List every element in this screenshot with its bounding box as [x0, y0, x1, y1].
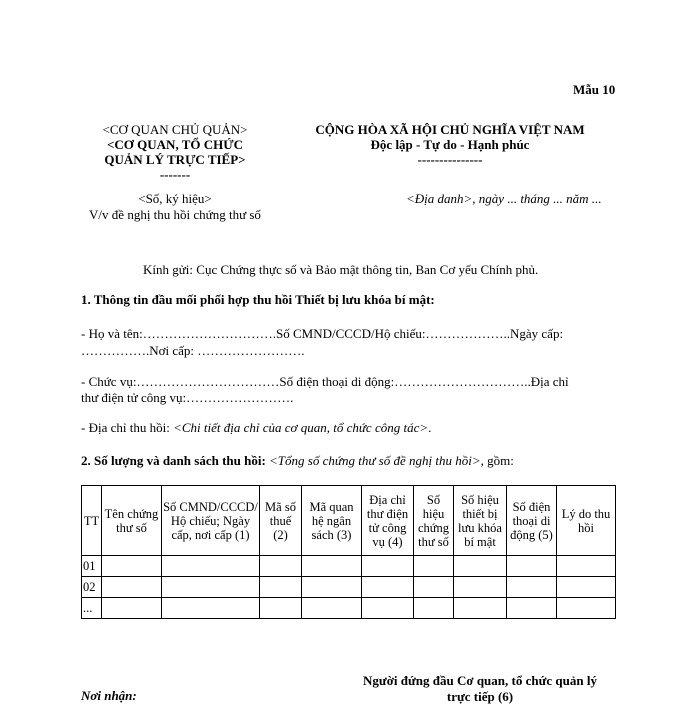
row-number: ...	[82, 598, 102, 619]
table-cell	[557, 556, 616, 577]
table-cell	[557, 577, 616, 598]
table-cell	[454, 577, 507, 598]
table-cell	[260, 556, 302, 577]
place-and-date: <Địa danh>, ngày ... tháng ... năm ...	[406, 191, 602, 206]
table-cell	[507, 577, 557, 598]
header-phone: Số điện thoại di động (5)	[507, 486, 557, 556]
table-cell	[102, 598, 162, 619]
section-1-title: 1. Thông tin đầu mối phối hợp thu hồi Thiết bị lưu khóa bí mật:	[81, 292, 435, 307]
table-cell	[362, 556, 414, 577]
table-cell	[302, 577, 362, 598]
form-number: Mẫu 10	[573, 82, 616, 97]
organization-line-2: QUẢN LÝ TRỰC TIẾP>	[104, 152, 246, 167]
left-separator: -------	[159, 167, 191, 182]
left-header	[70, 122, 280, 182]
table-cell	[162, 577, 260, 598]
table-cell	[302, 598, 362, 619]
organization-line-1: <CƠ QUAN, TỔ CHỨC	[107, 137, 243, 152]
right-separator: ---------------	[417, 152, 483, 167]
table-cell	[507, 556, 557, 577]
governing-agency: <CƠ QUAN CHỦ QUẢN>	[102, 122, 248, 137]
contact-name-line-1: - Họ và tên:………………………….Số CMND/CCCD/Hộ chiếu:………………..Ngày cấp:	[81, 326, 564, 341]
document-reference	[70, 191, 280, 223]
national-motto: Độc lập - Tự do - Hạnh phúc	[370, 137, 530, 152]
signer-title-line-1: Người đứng đầu Cơ quan, tổ chức quản lý	[363, 673, 597, 688]
table-cell	[102, 556, 162, 577]
table-cell	[414, 556, 454, 577]
table-cell	[454, 598, 507, 619]
signer-block	[340, 673, 620, 705]
contact-position-line-1: - Chức vụ:……………………………Số điện thoại di động:…………………………..Địa chỉ	[81, 374, 569, 389]
table-cell	[414, 577, 454, 598]
contact-name-line-2: …………….Nơi cấp: …………………….	[81, 343, 305, 358]
section-2-suffix: , gồm:	[480, 453, 514, 468]
table-row	[82, 598, 616, 619]
section-2-placeholder: <Tổng số chứng thư số đề nghị thu hồi>	[265, 453, 481, 468]
row-number: 02	[82, 577, 102, 598]
table-row	[82, 577, 616, 598]
header-reason: Lý do thu hồi	[557, 486, 616, 556]
table-cell	[507, 598, 557, 619]
table-cell	[414, 598, 454, 619]
contact-position-line-2: thư điện tử công vụ:…………………….	[81, 390, 294, 405]
table-header-row	[82, 486, 616, 556]
recovery-address-suffix: .	[428, 420, 432, 435]
recipients-label: Nơi nhận:	[81, 688, 137, 703]
recovery-address	[81, 420, 431, 436]
table-cell	[260, 598, 302, 619]
recovery-address-placeholder: <Chi tiết địa chỉ của cơ quan, tổ chức công tác>	[173, 420, 429, 435]
recovery-address-label: - Địa chỉ thu hồi:	[81, 420, 174, 435]
header-budget-code: Mã quan hệ ngân sách (3)	[302, 486, 362, 556]
section-2-title	[81, 453, 514, 469]
table-cell	[362, 577, 414, 598]
document-subject: V/v đề nghị thu hồi chứng thư số	[89, 207, 261, 222]
table-cell	[162, 598, 260, 619]
table-row	[82, 556, 616, 577]
signer-title-line-2: trực tiếp (6)	[446, 689, 514, 704]
table-cell	[454, 556, 507, 577]
section-2-heading: 2. Số lượng và danh sách thu hồi:	[81, 453, 266, 468]
table-cell	[362, 598, 414, 619]
right-header	[285, 122, 615, 167]
header-device-serial: Số hiệu thiết bị lưu khóa bí mật	[454, 486, 507, 556]
header-certificate-name: Tên chứng thư số	[102, 486, 162, 556]
table-cell	[162, 556, 260, 577]
national-title: CỘNG HÒA XÃ HỘI CHỦ NGHĨA VIỆT NAM	[315, 122, 585, 137]
header-email: Địa chỉ thư điện tử công vụ (4)	[362, 486, 414, 556]
table-cell	[557, 598, 616, 619]
table-cell	[102, 577, 162, 598]
table-cell	[260, 577, 302, 598]
recovery-table	[81, 485, 616, 619]
recipient-line: Kính gửi: Cục Chứng thực số và Bảo mật thông tin, Ban Cơ yếu Chính phủ.	[143, 262, 539, 277]
header-id-number: Số CMND/CCCD/ Hộ chiếu; Ngày cấp, nơi cấp (1)	[162, 486, 260, 556]
row-number: 01	[82, 556, 102, 577]
document-number: <Số, ký hiệu>	[138, 191, 212, 206]
header-certificate-serial: Số hiệu chứng thư số	[414, 486, 454, 556]
header-tt: TT	[82, 486, 102, 556]
table-cell	[302, 556, 362, 577]
header-tax-code: Mã số thuế (2)	[260, 486, 302, 556]
